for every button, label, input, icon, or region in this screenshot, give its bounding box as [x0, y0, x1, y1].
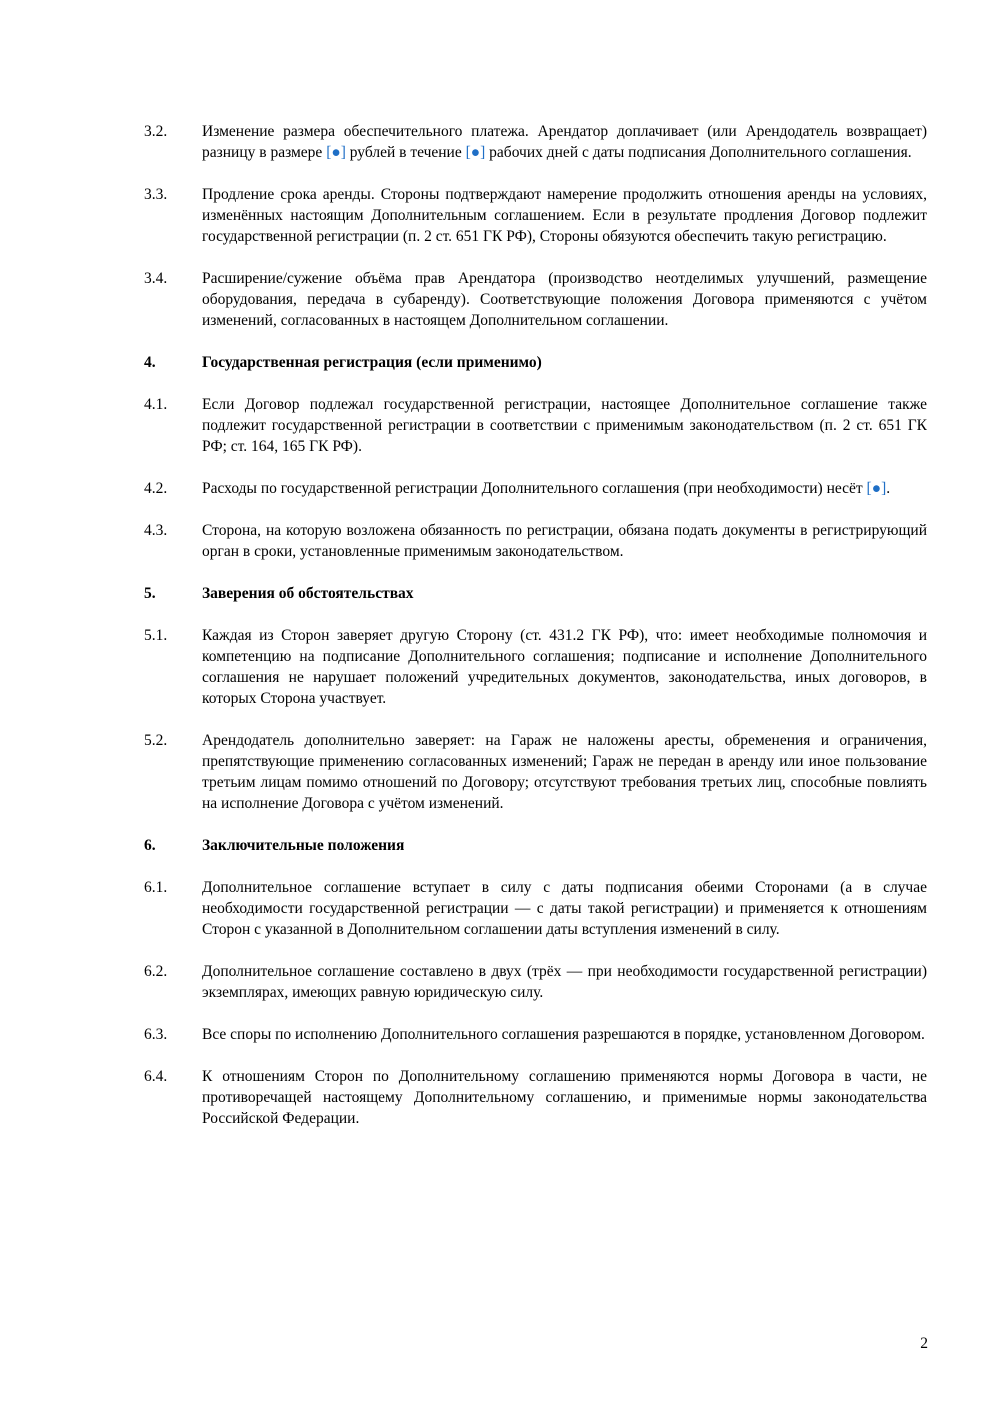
text-segment: Заверения об обстоятельствах: [202, 585, 414, 602]
text-segment: Каждая из Сторон заверяет другую Сторону (ст. 431.2 ГК РФ), что: имеет необходимые полномочия и компетенцию на подписание Дополнительного соглашения; подписание и исполнение Дополнительного соглашения не нарушает положений учредительных документов, законодательства, иных договоров, в которых Сторона участвует.: [202, 627, 927, 707]
text-segment: рабочих дней с даты подписания Дополнительного соглашения.: [485, 144, 912, 161]
text-segment: Продление срока аренды. Стороны подтверждают намерение продолжить отношения аренды на условиях, изменённых настоящим Дополнительным соглашением. Если в результате продления Договор подлежит государственной регистрации (п. 2 ст. 651 ГК РФ), Стороны обязуются обеспечить такую регистрацию.: [202, 186, 927, 245]
clause-number: 6.3.: [144, 1026, 168, 1043]
clause-number: 6.2.: [144, 963, 168, 980]
clause-text: [202, 184, 927, 247]
text-segment: Дополнительное соглашение вступает в силу с даты подписания обеими Сторонами (а в случае необходимости государственной регистрации — с даты такой регистрации) и применяется к отношениям Сторон с указанной в Дополнительном соглашении даты вступления изменений в силу.: [202, 879, 927, 938]
clause-text: [202, 877, 927, 940]
clause: [144, 520, 927, 562]
section-title: [202, 583, 927, 604]
clause: [144, 478, 927, 499]
clause-text: [202, 478, 927, 499]
text-segment: Сторона, на которую возложена обязанность по регистрации, обязана подать документы в регистрирующий орган в сроки, установленные применимым законодательством.: [202, 522, 927, 560]
text-segment: Заключительные положения: [202, 837, 405, 854]
clause: [144, 961, 927, 1003]
clause-number: 5.1.: [144, 627, 168, 644]
clause-number: 4.: [144, 354, 156, 371]
clause-number: 6.1.: [144, 879, 168, 896]
section-title: [202, 352, 927, 373]
text-segment: К отношениям Сторон по Дополнительному соглашению применяются нормы Договора в части, не противоречащей настоящему Дополнительному соглашению, и применимые нормы законодательства Российской Федерации.: [202, 1068, 927, 1127]
document-body: [144, 121, 927, 1150]
clause: [144, 184, 927, 247]
section-heading: [144, 583, 927, 604]
placeholder-marker: [●]: [465, 144, 486, 161]
section-title: [202, 835, 927, 856]
clause: [144, 877, 927, 940]
clause-number: 4.3.: [144, 522, 168, 539]
text-segment: .: [886, 480, 891, 497]
clause-number: 6.: [144, 837, 156, 854]
text-segment: Все споры по исполнению Дополнительного соглашения разрешаются в порядке, установленном Договором.: [202, 1026, 925, 1043]
clause-text: [202, 394, 927, 457]
clause: [144, 1066, 927, 1129]
clause-number: 3.4.: [144, 270, 168, 287]
text-segment: Расширение/сужение объёма прав Арендатора (производство неотделимых улучшений, размещение оборудования, передача в субаренду). Соответствующие положения Договора применяются с учётом изменений, согласованных в настоящем Дополнительном соглашении.: [202, 270, 927, 329]
clause-text: [202, 730, 927, 814]
text-segment: Государственная регистрация (если применимо): [202, 354, 542, 371]
clause-text: [202, 121, 927, 163]
clause: [144, 121, 927, 163]
page-number: 2: [920, 1335, 928, 1352]
clause-text: [202, 268, 927, 331]
placeholder-marker: [●]: [866, 480, 887, 497]
section-heading: [144, 352, 927, 373]
clause-number: 6.4.: [144, 1068, 168, 1085]
text-segment: Арендодатель дополнительно заверяет: на Гараж не наложены аресты, обременения и ограничения, препятствующие применению согласованных изменений; Гараж не передан в аренду или иное пользование третьим лицам помимо отношений по Договору; отсутствуют требования третьих лиц, способные повлиять на исполнение Договора с учётом изменений.: [202, 732, 927, 812]
placeholder-marker: [●]: [326, 144, 346, 161]
clause-number: 5.2.: [144, 732, 168, 749]
text-segment: Дополнительное соглашение составлено в двух (трёх — при необходимости государственной регистрации) экземплярах, имеющих равную юридическую силу.: [202, 963, 927, 1001]
text-segment: Расходы по государственной регистрации Дополнительного соглашения (при необходимости) несёт: [202, 480, 867, 497]
clause-text: [202, 961, 927, 1003]
text-segment: Если Договор подлежал государственной регистрации, настоящее Дополнительное соглашение также подлежит государственной регистрации в соответствии с применимым законодательством (п. 2 ст. 651 ГК РФ; ст. 164, 165 ГК РФ).: [202, 396, 927, 455]
clause-text: [202, 1066, 927, 1129]
clause-number: 4.2.: [144, 480, 168, 497]
clause-text: [202, 625, 927, 709]
clause: [144, 268, 927, 331]
clause-text: [202, 1024, 927, 1045]
clause-text: [202, 520, 927, 562]
clause: [144, 625, 927, 709]
clause-number: 3.2.: [144, 123, 168, 140]
clause-number: 5.: [144, 585, 156, 602]
clause: [144, 1024, 927, 1045]
clause-number: 4.1.: [144, 396, 168, 413]
section-heading: [144, 835, 927, 856]
clause: [144, 394, 927, 457]
text-segment: рублей в течение: [345, 144, 466, 161]
text-segment: Изменение размера обеспечительного платежа. Арендатор доплачивает (или Арендодатель возвращает) разницу в размере: [202, 123, 927, 161]
clause-number: 3.3.: [144, 186, 168, 203]
clause: [144, 730, 927, 814]
